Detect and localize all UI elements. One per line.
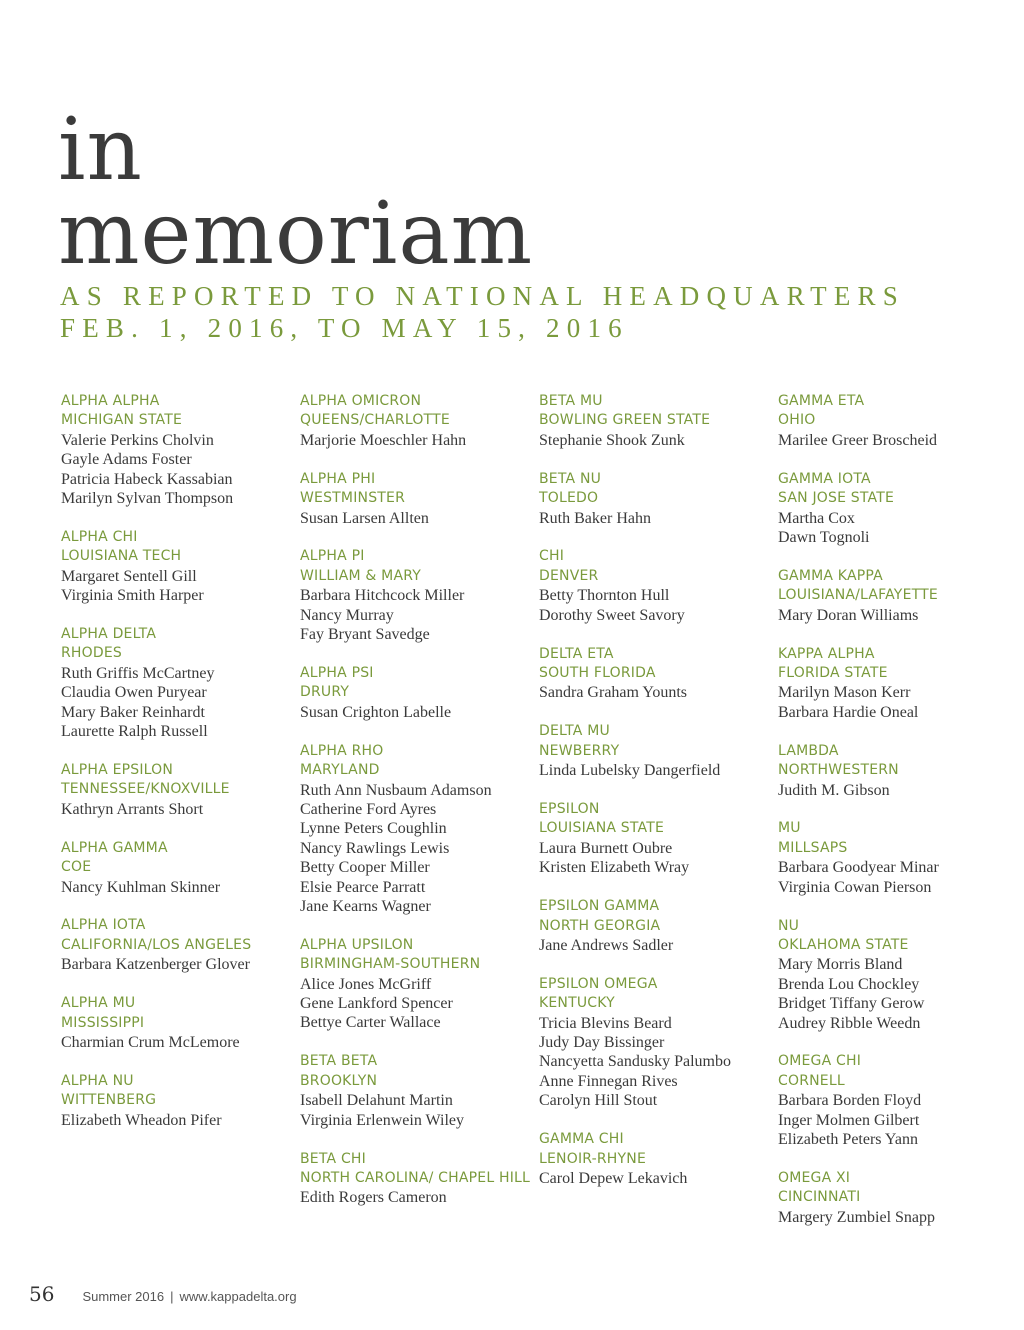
school-name: RHODES (61, 645, 122, 662)
chapter-name: BETA NU (539, 470, 602, 487)
school-name: NEWBERRY (539, 742, 620, 759)
member-name: Nancyetta Sandusky Palumbo (539, 1053, 731, 1071)
member-name: Fay Bryant Savedge (300, 626, 430, 644)
chapter-name: BETA CHI (300, 1150, 366, 1167)
chapter-entry (778, 1052, 1018, 1149)
column-4 (778, 392, 1018, 1247)
title-line-memoriam: memoriam (58, 184, 534, 284)
chapter-name: EPSILON OMEGA (539, 975, 658, 992)
chapter-entry (778, 567, 1018, 625)
member-name: Virginia Cowan Pierson (778, 878, 932, 896)
chapter-name: OMEGA CHI (778, 1053, 862, 1070)
member-name: Betty Cooper Miller (300, 859, 430, 877)
school-name: FLORIDA STATE (778, 664, 888, 681)
chapter-name: ALPHA CHI (61, 528, 138, 545)
school-name: TOLEDO (539, 490, 599, 507)
chapter-name: GAMMA CHI (539, 1131, 624, 1148)
school-name: SAN JOSE STATE (778, 490, 895, 507)
member-name: Elsie Pearce Parratt (300, 878, 426, 896)
member-name: Valerie Perkins Cholvin (61, 431, 214, 449)
member-name: Ruth Ann Nusbaum Adamson (300, 781, 492, 799)
member-name: Bettye Carter Wallace (300, 1014, 441, 1032)
member-name: Tricia Blevins Beard (539, 1014, 672, 1032)
member-name: Patricia Habeck Kassabian (61, 470, 233, 488)
member-name: Barbara Borden Floyd (778, 1092, 922, 1110)
chapter-name: ALPHA DELTA (61, 626, 157, 643)
member-name: Laura Burnett Oubre (539, 839, 673, 857)
member-name: Virginia Smith Harper (61, 587, 204, 605)
chapter-name: ALPHA GAMMA (61, 839, 168, 856)
footer-separator: | (170, 1289, 174, 1304)
school-name: WILLIAM & MARY (300, 567, 422, 584)
member-name: Gayle Adams Foster (61, 451, 192, 469)
chapter-entry (300, 547, 532, 644)
page-footer (29, 1282, 297, 1306)
school-name: NORTH GEORGIA (539, 917, 661, 934)
member-name: Alice Jones McGriff (300, 975, 432, 993)
chapter-name: DELTA ETA (539, 645, 614, 662)
school-name: QUEENS/CHARLOTTE (300, 412, 450, 429)
member-name: Nancy Kuhlman Skinner (61, 878, 221, 896)
member-name: Martha Cox (778, 509, 855, 527)
member-name: Brenda Lou Chockley (778, 975, 920, 993)
member-name: Gene Lankford Spencer (300, 995, 453, 1013)
member-name: Barbara Hitchcock Miller (300, 587, 465, 605)
chapter-entry (300, 664, 532, 722)
chapter-name: CHI (539, 548, 565, 565)
member-name: Marilee Greer Broscheid (778, 431, 938, 449)
member-name: Kristen Elizabeth Wray (539, 859, 690, 877)
school-name: WITTENBERG (61, 1092, 157, 1109)
chapter-name: LAMBDA (778, 742, 839, 759)
chapter-name: GAMMA IOTA (778, 470, 871, 487)
member-name: Jane Kearns Wagner (300, 897, 431, 915)
member-name: Laurette Ralph Russell (61, 723, 208, 741)
chapter-entry (539, 392, 771, 450)
chapter-name: KAPPA ALPHA (778, 645, 875, 662)
member-name: Virginia Erlenwein Wiley (300, 1111, 464, 1129)
member-name: Catherine Ford Ayres (300, 800, 437, 818)
chapter-name: NU (778, 917, 800, 934)
subtitle-dates: FEB. 1, 2016, TO MAY 15, 2016 (60, 313, 629, 343)
chapter-name: ALPHA ALPHA (61, 393, 160, 409)
chapter-entry (300, 1150, 532, 1208)
member-name: Dawn Tognoli (778, 528, 870, 546)
school-name: SOUTH FLORIDA (539, 664, 656, 681)
school-name: BROOKLYN (300, 1072, 378, 1089)
school-name: NORTH CAROLINA/ CHAPEL HILL (300, 1169, 531, 1186)
column-2 (300, 392, 532, 1227)
member-name: Nancy Murray (300, 606, 394, 624)
member-name: Carol Depew Lekavich (539, 1170, 688, 1187)
school-name: CORNELL (778, 1072, 845, 1089)
member-name: Bridget Tiffany Gerow (778, 995, 925, 1013)
school-name: OKLAHOMA STATE (778, 936, 909, 953)
school-name: MARYLAND (300, 762, 380, 779)
member-name: Elizabeth Peters Yann (778, 1131, 918, 1149)
member-name: Mary Baker Reinhardt (61, 703, 205, 721)
chapter-entry (539, 800, 771, 878)
member-name: Barbara Goodyear Minar (778, 859, 939, 877)
chapter-entry (778, 645, 1018, 723)
chapter-name: MU (778, 820, 801, 837)
chapter-entry (61, 994, 293, 1052)
member-name: Anne Finnegan Rives (539, 1072, 678, 1090)
member-name: Stephanie Shook Zunk (539, 431, 685, 449)
member-name: Susan Crighton Labelle (300, 703, 452, 721)
chapter-entry (778, 917, 1018, 1033)
chapter-name: EPSILON (539, 801, 600, 817)
school-name: DRURY (300, 684, 350, 701)
member-name: Kathryn Arrants Short (61, 800, 204, 818)
member-name: Barbara Hardie Oneal (778, 703, 919, 721)
chapter-entry (539, 547, 771, 625)
school-name: NORTHWESTERN (778, 762, 899, 779)
member-name: Marilyn Mason Kerr (778, 684, 911, 702)
member-name: Claudia Owen Puryear (61, 684, 207, 702)
member-name: Carolyn Hill Stout (539, 1092, 658, 1110)
chapter-entry (539, 722, 771, 780)
chapter-entry (539, 470, 771, 528)
school-name: MILLSAPS (778, 839, 848, 856)
member-name: Sandra Graham Younts (539, 684, 687, 702)
page-number: 56 (29, 1282, 55, 1306)
chapter-entry (300, 392, 532, 450)
school-name: MISSISSIPPI (61, 1014, 145, 1031)
chapter-name: ALPHA UPSILON (300, 936, 414, 953)
column-3 (539, 392, 771, 1208)
page-title (58, 100, 534, 284)
chapter-entry (778, 470, 1018, 548)
chapter-name: GAMMA KAPPA (778, 567, 883, 584)
member-name: Inger Molmen Gilbert (778, 1111, 920, 1129)
chapter-name: ALPHA OMICRON (300, 393, 422, 409)
chapter-name: ALPHA RHO (300, 742, 384, 759)
member-name: Barbara Katzenberger Glover (61, 956, 250, 974)
school-name: CALIFORNIA/LOS ANGELES (61, 936, 252, 953)
school-name: DENVER (539, 567, 599, 584)
member-name: Mary Morris Bland (778, 956, 903, 974)
member-name: Betty Thornton Hull (539, 587, 670, 605)
chapter-entry (61, 392, 293, 508)
member-name: Dorothy Sweet Savory (539, 606, 685, 624)
school-name: LOUISIANA STATE (539, 820, 665, 837)
chapter-name: ALPHA PSI (300, 664, 374, 681)
member-name: Edith Rogers Cameron (300, 1189, 447, 1207)
member-name: Margaret Sentell Gill (61, 567, 197, 585)
chapter-entry (300, 470, 532, 528)
subtitle-reported: AS REPORTED TO NATIONAL HEADQUARTERS (60, 281, 905, 311)
chapter-entry (61, 625, 293, 741)
chapter-name: ALPHA PI (300, 548, 365, 565)
school-name: LOUISIANA/LAFAYETTE (778, 587, 938, 604)
member-name: Marjorie Moeschler Hahn (300, 431, 467, 449)
chapter-entry (539, 1130, 771, 1188)
member-name: Margery Zumbiel Snapp (778, 1208, 936, 1226)
chapter-entry (539, 645, 771, 703)
school-name: LENOIR-RHYNE (539, 1150, 647, 1167)
member-name: Charmian Crum McLemore (61, 1033, 240, 1051)
chapter-entry (300, 936, 532, 1033)
column-1 (61, 392, 293, 1150)
chapter-name: ALPHA PHI (300, 470, 376, 487)
member-name: Susan Larsen Allten (300, 509, 429, 527)
member-name: Jane Andrews Sadler (539, 936, 674, 954)
member-name: Audrey Ribble Weedn (778, 1014, 921, 1032)
chapter-name: OMEGA XI (778, 1170, 851, 1186)
member-name: Marilyn Sylvan Thompson (61, 490, 234, 508)
chapter-name: ALPHA MU (61, 995, 136, 1012)
chapter-entry (61, 528, 293, 606)
member-name: Lynne Peters Coughlin (300, 820, 447, 838)
chapter-name: DELTA MU (539, 723, 610, 740)
chapter-name: ALPHA NU (61, 1072, 134, 1089)
school-name: WESTMINSTER (300, 490, 406, 507)
chapter-entry (778, 742, 1018, 800)
school-name: BIRMINGHAM-SOUTHERN (300, 956, 481, 973)
chapter-entry (778, 819, 1018, 897)
chapter-name: BETA MU (539, 393, 603, 409)
member-name: Linda Lubelsky Dangerfield (539, 762, 721, 780)
member-name: Ruth Baker Hahn (539, 509, 651, 527)
school-name: MICHIGAN STATE (61, 412, 183, 429)
school-name: OHIO (778, 412, 816, 429)
school-name: BOWLING GREEN STATE (539, 412, 711, 429)
school-name: TENNESSEE/KNOXVILLE (61, 781, 230, 798)
school-name: LOUISIANA TECH (61, 548, 182, 565)
chapter-name: ALPHA IOTA (61, 917, 146, 934)
issue-label: Summer 2016 (82, 1289, 165, 1304)
member-name: Ruth Griffis McCartney (61, 664, 215, 682)
member-name: Elizabeth Wheadon Pifer (61, 1111, 222, 1129)
chapter-entry (778, 392, 1018, 450)
chapter-entry (778, 1169, 1018, 1227)
member-name: Isabell Delahunt Martin (300, 1092, 453, 1110)
chapter-entry (300, 1052, 532, 1130)
school-name: COE (61, 859, 92, 876)
member-name: Mary Doran Williams (778, 606, 919, 624)
member-name: Judy Day Bissinger (539, 1034, 665, 1052)
chapter-entry (61, 916, 293, 974)
title-line-in: in (58, 100, 143, 200)
chapter-name: BETA BETA (300, 1053, 378, 1070)
chapter-entry (539, 975, 771, 1111)
website-link[interactable]: www.kappadelta.org (179, 1289, 297, 1304)
chapter-entry (61, 839, 293, 897)
school-name: CINCINNATI (778, 1189, 861, 1206)
chapter-name: EPSILON GAMMA (539, 898, 660, 915)
chapter-entry (61, 761, 293, 819)
member-name: Nancy Rawlings Lewis (300, 839, 450, 857)
school-name: KENTUCKY (539, 995, 615, 1012)
member-name: Judith M. Gibson (778, 781, 890, 799)
chapter-name: GAMMA ETA (778, 393, 865, 409)
chapter-entry (539, 897, 771, 955)
chapter-entry (61, 1072, 293, 1130)
chapter-name: ALPHA EPSILON (61, 762, 174, 778)
chapter-entry (300, 742, 532, 917)
